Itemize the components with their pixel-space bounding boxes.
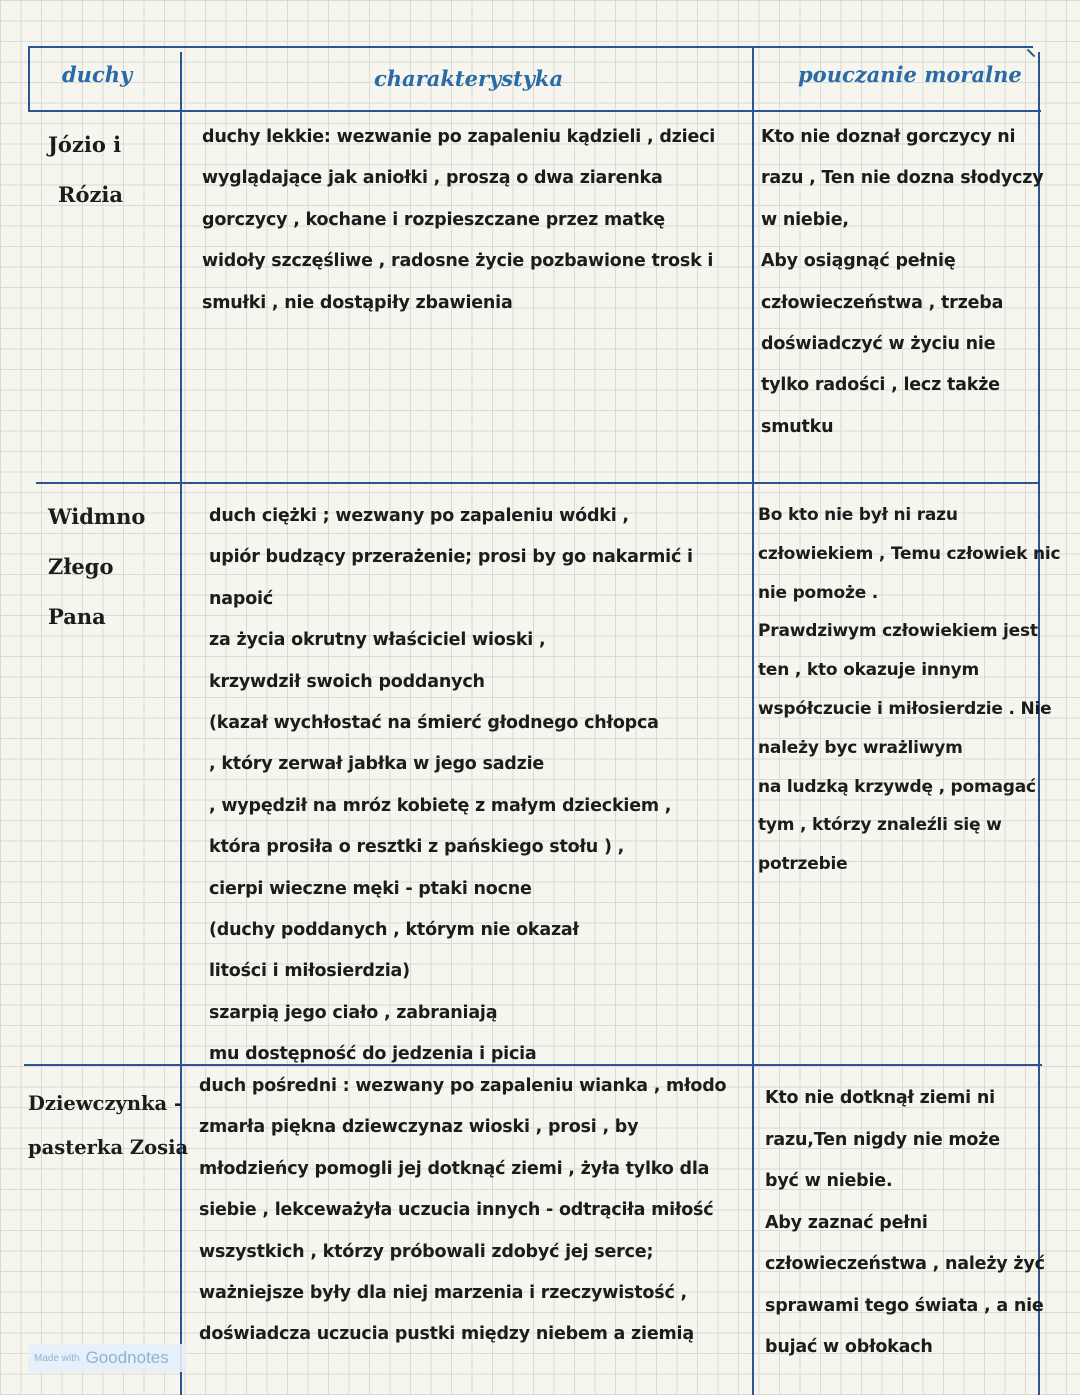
header-characteristics: charakterystyka (374, 66, 564, 91)
text-line: za życia okrutny właściciel wioski , (209, 630, 546, 651)
ghost-name-line: Widmno (48, 504, 146, 529)
text-line: bujać w obłokach (765, 1337, 933, 1357)
text-line: widoły szczęśliwe , radosne życie pozbawione trosk i (202, 251, 714, 272)
text-line: Prawdziwym człowiekiem jest (758, 621, 1038, 642)
text-line: wszystkich , którzy próbowali zdobyć jej serce; (199, 1241, 654, 1262)
moral-cell (758, 496, 1060, 884)
ghost-name-line: Józio i (48, 132, 122, 157)
text-line: mu dostępność do jedzenia i picia (209, 1044, 537, 1065)
text-line: w niebie, (761, 209, 849, 230)
text-line: duchy lekkie: wezwanie po zapaleniu kądzieli , dzieci (202, 127, 716, 147)
text-line: nie pomoże . (758, 582, 879, 603)
text-line: litości i miłosierdzia) (209, 961, 410, 982)
text-line: cierpi wieczne męki - ptaki nocne (209, 878, 532, 899)
text-line: , który zerwał jabłka w jego sadzie (209, 754, 545, 775)
characteristics-cell (202, 117, 715, 324)
text-line: ważniejsze były dla niej marzenia i rzeczywistość , (199, 1282, 687, 1303)
text-line: , wypędził na mróz kobietę z małym dzieckiem , (209, 795, 672, 816)
ghost-name-line: Złego (48, 554, 114, 579)
text-line: Aby zaznać pełni (765, 1212, 928, 1233)
text-line: Aby osiągnąć pełnię (761, 251, 956, 272)
text-line: gorczycy , kochane i rozpieszczane przez matkę (202, 209, 665, 230)
text-line: (kazał wychłostać na śmierć głodnego chłopca (209, 712, 659, 733)
text-line: doświadcza uczucia pustki między niebem a ziemią (199, 1324, 694, 1345)
text-line: siebie , lekceważyła uczucia innych - odtrąciła miłość (199, 1200, 714, 1221)
text-line: sprawami tego świata , a nie (765, 1295, 1044, 1316)
text-line: upiór budzący przerażenie; prosi by go nakarmić i (209, 547, 693, 568)
ghost-name-line: pasterka Zosia (28, 1136, 189, 1159)
text-line: tylko radości , lecz także (761, 375, 1000, 396)
text-line: tym , którzy znaleźli się w (758, 815, 1002, 836)
watermark-small-text: Made with (34, 1352, 80, 1364)
text-line: człowiekiem , Temu człowiek nic (758, 543, 1061, 564)
ghost-name-line: Rózia (58, 182, 123, 207)
header-moral: pouczanie moralne (798, 62, 1022, 87)
moral-cell (765, 1078, 1045, 1369)
text-line: młodzieńcy pomogli jej dotknąć ziemi , żyła tylko dla (199, 1158, 710, 1179)
text-line: Bo kto nie był ni razu (758, 505, 958, 525)
characteristics-cell (209, 496, 693, 1075)
text-line: duch pośredni : wezwany po zapaleniu wianka , młodo (199, 1076, 727, 1096)
text-line: razu , Ten nie dozna słodyczy (761, 168, 1044, 189)
col1-divider (180, 52, 182, 1395)
text-line: wyglądające jak aniołki , proszą o dwa ziarenka (202, 168, 663, 189)
col2-divider (752, 46, 754, 1395)
ghost-name-line: Dziewczynka - (28, 1092, 183, 1115)
text-line: krzywdził swoich poddanych (209, 671, 485, 692)
table-top-border (28, 46, 1033, 48)
text-line: smułki , nie dostąpiły zbawienia (202, 292, 513, 313)
ghost-name (48, 120, 123, 220)
corner-tick (1027, 49, 1035, 57)
text-line: napoić (209, 588, 273, 609)
text-line: człowieczeństwa , należy żyć (765, 1254, 1045, 1274)
text-line: szarpią jego ciało , zabraniają (209, 1002, 498, 1023)
watermark-brand-text: Goodnotes (85, 1348, 169, 1367)
text-line: doświadczyć w życiu nie (761, 333, 996, 354)
ghost-name-line: Pana (48, 604, 106, 629)
text-line: człowieczeństwa , trzeba (761, 292, 1004, 313)
text-line: Kto nie doznał gorczycy ni (761, 127, 1016, 147)
text-line: ten , kto okazuje innym (758, 660, 980, 681)
text-line: należy byc wrażliwym (758, 737, 963, 758)
goodnotes-watermark (28, 1344, 186, 1372)
text-line: duch ciężki ; wezwany po zapaleniu wódki , (209, 506, 629, 526)
characteristics-cell (199, 1066, 726, 1356)
text-line: potrzebie (758, 854, 848, 875)
text-line: Kto nie dotknął ziemi ni (765, 1088, 995, 1108)
text-line: być w niebie. (765, 1171, 893, 1191)
row1-bottom-border (36, 482, 1040, 484)
moral-cell (761, 117, 1044, 448)
text-line: która prosiła o resztki z pańskiego stołu ) , (209, 837, 625, 858)
text-line: razu,Ten nigdy nie może (765, 1129, 1000, 1150)
text-line: na ludzką krzywdę , pomagać (758, 776, 1036, 797)
text-line: (duchy poddanych , którym nie okazał (209, 919, 579, 940)
table-left-border (28, 46, 30, 112)
ghost-name (28, 1082, 188, 1170)
text-line: współczucie i miłosierdzie . Nie (758, 698, 1052, 719)
header-ghosts: duchy (62, 62, 133, 87)
text-line: zmarła piękna dziewczynaz wioski , prosi , by (199, 1117, 639, 1138)
text-line: smutku (761, 416, 834, 437)
ghost-name (48, 492, 145, 642)
